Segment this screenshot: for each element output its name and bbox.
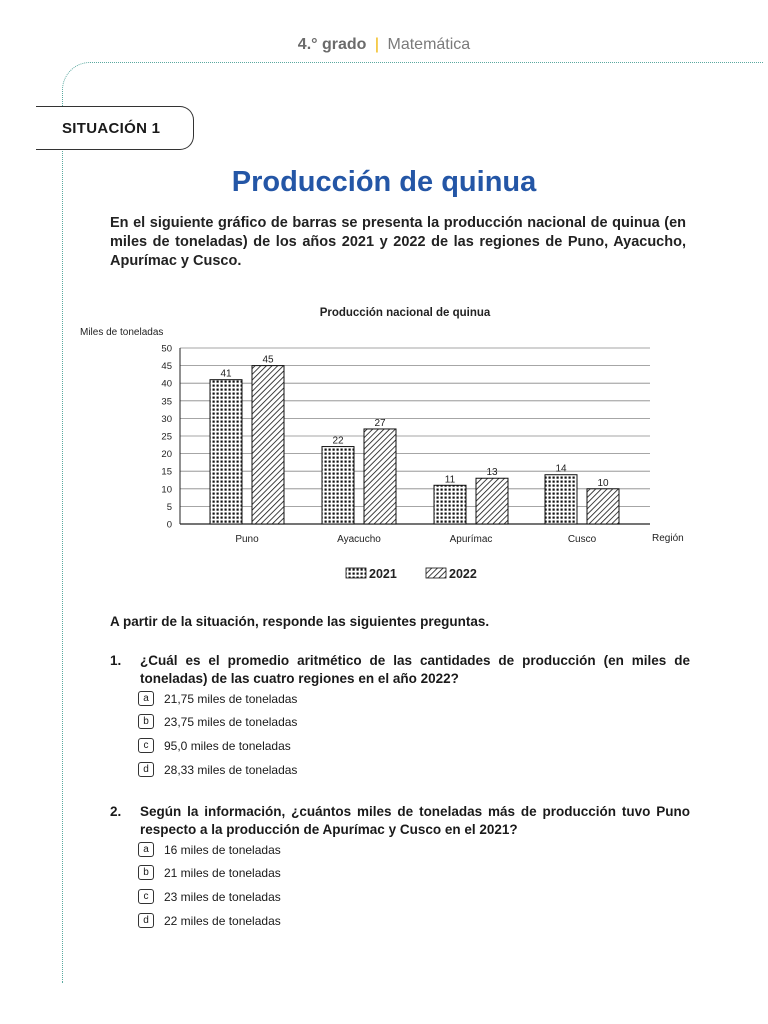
y-tick-label: 10 <box>161 484 172 496</box>
bar-2021-ayacucho <box>322 447 354 524</box>
option-letter: b <box>138 865 154 880</box>
questions-prompt: A partir de la situación, responde las siguientes preguntas. <box>110 614 490 629</box>
option-text: 16 miles de toneladas <box>164 842 281 857</box>
bar-2022-apurímac <box>476 478 508 524</box>
x-axis-label: Región <box>652 533 684 544</box>
option-text: 23,75 miles de toneladas <box>164 714 298 729</box>
bar-value-label: 27 <box>374 417 386 429</box>
bar-value-label: 41 <box>220 368 232 380</box>
y-tick-label: 15 <box>161 466 172 478</box>
question-1 <box>110 652 690 688</box>
bar-value-label: 13 <box>486 467 498 479</box>
situation-label: SITUACIÓN 1 <box>62 119 161 137</box>
q2-option-c[interactable] <box>138 889 281 904</box>
q2-option-d[interactable] <box>138 913 281 928</box>
q2-option-b[interactable] <box>138 865 281 880</box>
y-tick-label: 25 <box>161 431 172 443</box>
y-tick-label: 20 <box>161 449 172 461</box>
q1-option-d[interactable] <box>138 762 297 777</box>
option-letter: d <box>138 913 154 928</box>
question-2 <box>110 803 690 839</box>
legend-label-2021: 2021 <box>369 567 397 581</box>
y-tick-label: 50 <box>161 343 172 355</box>
option-letter: c <box>138 889 154 904</box>
option-letter: b <box>138 714 154 729</box>
y-tick-label: 45 <box>161 361 172 373</box>
y-tick-label: 40 <box>161 378 172 390</box>
bar-2022-ayacucho <box>364 429 396 524</box>
page-title: Producción de quinua <box>231 166 537 198</box>
option-letter: a <box>138 691 154 706</box>
bar-2021-puno <box>210 380 242 524</box>
question-text: ¿Cuál es el promedio aritmético de las cantidades de producción (en miles de toneladas) de las cuatro regiones en el año 2022? <box>140 653 690 686</box>
question-number: 2. <box>110 804 122 819</box>
y-tick-label: 5 <box>166 501 172 513</box>
legend-swatch-2021 <box>346 568 366 578</box>
option-text: 95,0 miles de toneladas <box>164 738 291 753</box>
q2-option-a[interactable] <box>138 842 281 857</box>
option-text: 28,33 miles de toneladas <box>164 762 298 777</box>
x-tick-label: Puno <box>235 534 259 545</box>
header-separator: | <box>374 36 380 53</box>
question-text: Según la información, ¿cuántos miles de toneladas más de producción tuvo Puno respecto a la producción de Apurímac y Cusco en el 2021? <box>140 804 690 837</box>
option-text: 21,75 miles de toneladas <box>164 691 298 706</box>
bar-value-label: 10 <box>597 477 609 489</box>
y-tick-label: 30 <box>161 413 172 425</box>
grade-label: 4.° grado <box>297 36 367 53</box>
bar-chart <box>60 300 760 600</box>
option-letter: a <box>138 842 154 857</box>
option-text: 23 miles de toneladas <box>164 889 281 904</box>
legend-label-2022: 2022 <box>449 567 477 581</box>
situation-tab <box>36 106 194 150</box>
y-axis-label: Miles de toneladas <box>80 327 164 338</box>
subject-label: Matemática <box>387 36 471 53</box>
option-letter: c <box>138 738 154 753</box>
bar-2022-cusco <box>587 489 619 524</box>
x-tick-label: Apurímac <box>449 534 493 545</box>
bar-value-label: 22 <box>332 435 344 447</box>
bar-value-label: 14 <box>555 463 567 475</box>
legend-swatch-2022 <box>426 568 446 578</box>
bar-value-label: 11 <box>444 474 456 486</box>
question-number: 1. <box>110 653 122 668</box>
q1-option-c[interactable] <box>138 738 291 753</box>
page-header <box>0 36 768 54</box>
bar-value-label: 45 <box>262 354 274 366</box>
chart-svg <box>60 300 760 600</box>
bar-2021-cusco <box>545 475 577 524</box>
chart-title: Producción nacional de quinua <box>319 307 491 319</box>
x-tick-label: Ayacucho <box>337 534 381 545</box>
bar-2021-apurímac <box>434 485 466 524</box>
q1-option-a[interactable] <box>138 691 297 706</box>
y-tick-label: 35 <box>161 396 172 408</box>
q1-option-b[interactable] <box>138 714 297 729</box>
option-text: 22 miles de toneladas <box>164 913 281 928</box>
x-tick-label: Cusco <box>567 534 597 545</box>
y-tick-label: 0 <box>166 519 172 531</box>
bar-2022-puno <box>252 366 284 524</box>
option-text: 21 miles de toneladas <box>164 865 281 880</box>
option-letter: d <box>138 762 154 777</box>
intro-paragraph: En el siguiente gráfico de barras se presenta la producción nacional de quinua (en miles de toneladas) de los años 2021 y 2022 de las regiones de Puno, Ayacucho, Apurímac y Cusco. <box>110 215 686 269</box>
